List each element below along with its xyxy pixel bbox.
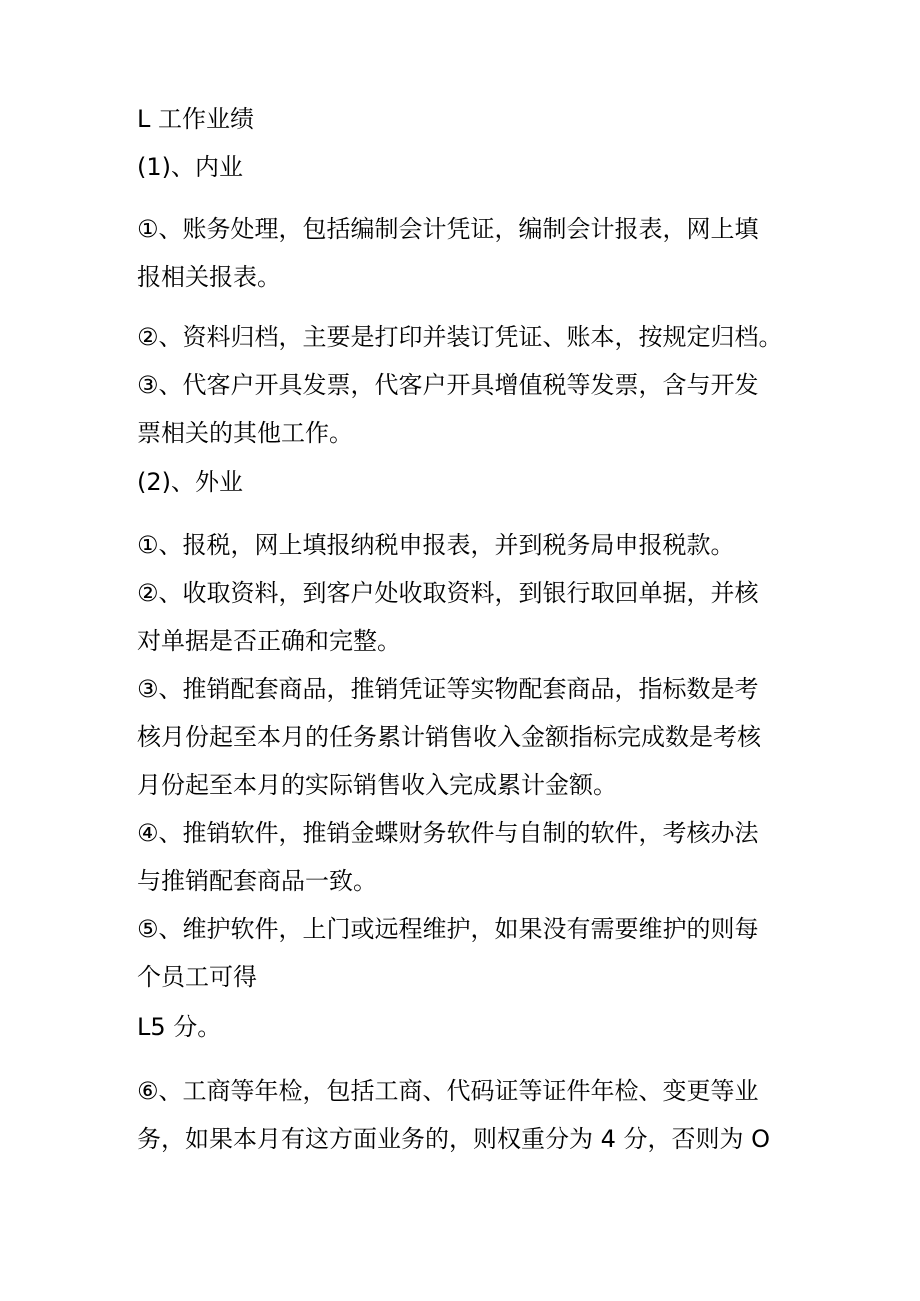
paragraph-line: 对单据是否正确和完整。: [137, 627, 401, 655]
paragraph-line: 个员工可得: [137, 963, 257, 991]
paragraph-line: ⑤、维护软件，上门或远程维护，如果没有需要维护的则每: [137, 915, 759, 943]
paragraph-line: ①、账务处理，包括编制会计凭证，编制会计报表，网上填: [137, 215, 759, 243]
paragraph-line: ④、推销软件，推销金蝶财务软件与自制的软件，考核办法: [137, 819, 759, 847]
paragraph-line: ⑥、工商等年检，包括工商、代码证等证件年检、变更等业: [137, 1077, 759, 1105]
paragraph-line: 核月份起至本月的任务累计销售收入金额指标完成数是考核: [137, 723, 761, 751]
paragraph-line: 报相关报表。: [137, 263, 281, 291]
paragraph-line: ③、推销配套商品，推销凭证等实物配套商品，指标数是考: [137, 675, 759, 703]
paragraph-line: ①、报税，网上填报纳税申报表，并到税务局申报税款。: [137, 531, 735, 559]
paragraph-line: 票相关的其他工作。: [137, 419, 353, 447]
paragraph-line: ②、资料归档，主要是打印并装订凭证、账本，按规定归档。: [137, 323, 783, 351]
paragraph-line: 月份起至本月的实际销售收入完成累计金额。: [137, 771, 617, 799]
paragraph-line: ②、收取资料，到客户处收取资料，到银行取回单据，并核: [137, 579, 759, 607]
section-heading-work-performance: L 工作业绩: [137, 105, 254, 133]
subsection-heading-field-work: (2)、外业: [137, 468, 243, 496]
paragraph-line: 与推销配套商品一致。: [137, 867, 377, 895]
paragraph-line: L5 分。: [137, 1013, 222, 1041]
paragraph-line: 务，如果本月有这方面业务的，则权重分为 4 分，否则为 O: [137, 1125, 771, 1153]
paragraph-line: ③、代客户开具发票，代客户开具增值税等发票，含与开发: [137, 371, 759, 399]
subsection-heading-internal-work: (1)、内业: [137, 153, 243, 181]
